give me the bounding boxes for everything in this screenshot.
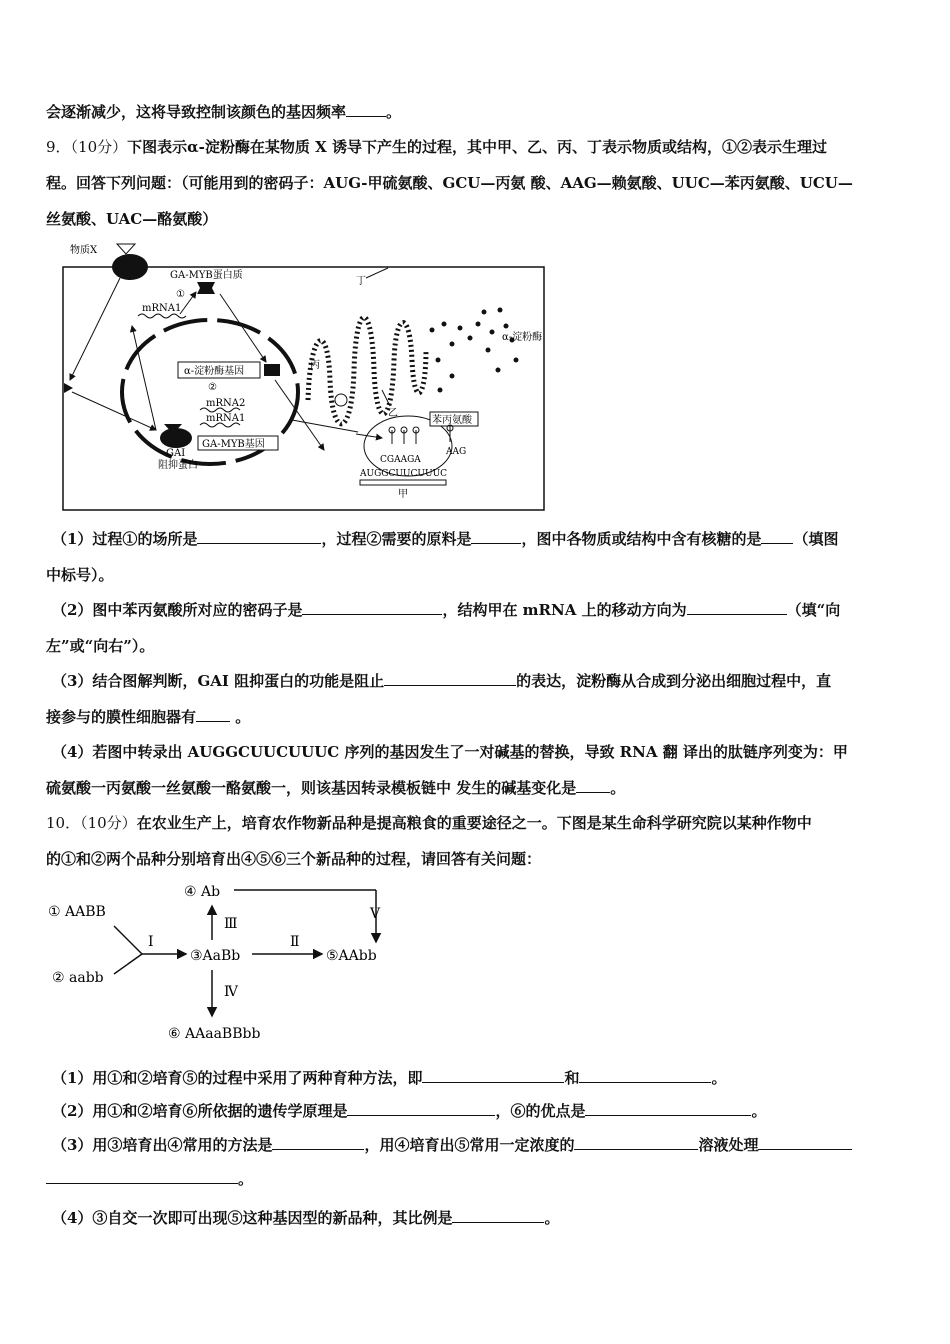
answer-blank[interactable]: [384, 670, 516, 686]
answer-blank[interactable]: [585, 1100, 751, 1116]
q9-sub-3: （3）结合图解判断，GAI 阻抑蛋白的功能是阻止 的表达，淀粉酶从合成到分泌出细胞过程中，直: [52, 672, 832, 690]
q10-stem-line-2: 的①和②两个品种分别培育出④⑤⑥三个新品种的过程，请回答有关问题：: [46, 850, 542, 868]
gene-promoter-icon: [264, 364, 280, 376]
phe-label: 苯丙氨酸: [432, 415, 472, 426]
route-2-label: Ⅱ: [290, 934, 300, 950]
ding-label: 丁: [356, 276, 366, 287]
step-2-label: ②: [208, 382, 217, 393]
breeding-diagram: [44, 876, 404, 1048]
variety-2-label: ② aabb: [52, 970, 104, 986]
q9-sub-1: （1）过程①的场所是 ，过程②需要的原料是 ，图中各物质或结构中含有核糖的是 （填图: [52, 530, 839, 548]
vesicle: [335, 394, 347, 406]
step-1-label: ①: [176, 289, 185, 300]
amylase-particles: [430, 308, 519, 393]
ga-myb-gene-label: GA-MYB基因: [202, 439, 265, 450]
mrna1-strand: [138, 314, 186, 318]
mrna2-label: mRNA2: [206, 398, 246, 409]
answer-blank[interactable]: [272, 1134, 364, 1150]
q10-sub-1: （1）用①和②培育⑤的过程中采用了两种育种方法，即 和 。: [52, 1069, 727, 1087]
mrna-strand: [360, 480, 446, 485]
receptor-icon: [112, 254, 148, 280]
aag-label: AAG: [446, 447, 467, 457]
ga-myb-protein-icon: [197, 282, 215, 294]
repressor-label: 阻抑蛋白: [158, 460, 198, 471]
route-4-label: Ⅳ: [224, 984, 238, 1000]
route-1-label: Ⅰ: [148, 934, 154, 950]
anticodon-label: CGAAGA: [380, 455, 421, 465]
substance-x-icon: [117, 244, 135, 254]
gai-repressor-icon: [160, 428, 192, 448]
answer-blank[interactable]: [347, 1100, 495, 1116]
q10-sub-2: （2）用①和②培育⑥所依据的遗传学原理是 ，⑥的优点是 。: [52, 1102, 767, 1120]
answer-blank[interactable]: [346, 101, 386, 117]
route-3-label: Ⅲ: [224, 916, 238, 932]
answer-blank[interactable]: [471, 528, 521, 544]
endoplasmic-reticulum: [308, 318, 426, 424]
q10-stem-line-1: 10．（10分）在农业生产上，培育农作物新品种是提高粮食的重要途径之一。下图是某生命科学研究院以某种作物中: [46, 814, 812, 832]
q9-sub-4: （4）若图中转录出 AUGGCUUCUUUC 序列的基因发生了一对碱基的替换，导致 RNA 翻 译出的肽链序列变为：甲: [52, 743, 848, 761]
answer-blank[interactable]: [574, 1134, 698, 1150]
mrna-sequence-label: AUGGCUUCUUUC: [360, 469, 448, 479]
q10-sub-3-cont: 。: [46, 1168, 253, 1190]
prev-question-tail: 会逐渐减少，这将导致控制该颜色的基因频率 。: [46, 103, 402, 121]
q10-sub-3: （3）用③培育出④常用的方法是 ，用④培育出⑤常用一定浓度的 溶液处理: [52, 1134, 852, 1156]
variety-4-label: ④ Ab: [184, 884, 221, 900]
answer-blank[interactable]: [579, 1067, 711, 1083]
answer-blank[interactable]: [196, 706, 230, 722]
amylase-gene-label: α-淀粉酶基因: [184, 366, 245, 377]
answer-blank[interactable]: [197, 528, 321, 544]
q9-stem-line-3: 丝氨酸、UAC—酪氨酸）: [46, 210, 218, 228]
q10-sub-4: （4）③自交一次即可出现⑤这种基因型的新品种，其比例是 。: [52, 1209, 560, 1227]
variety-1-label: ① AABB: [48, 904, 106, 920]
jia-label: 甲: [398, 489, 408, 500]
mrna1-top-label: mRNA1: [142, 303, 182, 314]
q9-sub-1-cont: 中标号）。: [46, 566, 114, 584]
q9-sub-4-cont: 硫氨酸一丙氨酸一丝氨酸一酪氨酸一，则该基因转录模板链中 发生的碱基变化是 。: [46, 779, 626, 797]
answer-blank[interactable]: [576, 777, 610, 793]
variety-6-label: ⑥ AAaaBBbb: [168, 1026, 261, 1042]
answer-blank[interactable]: [46, 1168, 238, 1184]
amylase-induction-diagram: [60, 240, 580, 515]
answer-blank[interactable]: [687, 599, 787, 615]
question-number: 10．（10分）: [46, 814, 137, 832]
variety-5-label: ⑤AAbb: [326, 948, 377, 964]
yi-label: 乙: [388, 408, 398, 419]
q9-sub-3-cont: 接参与的膜性细胞器有 。: [46, 708, 251, 726]
answer-blank[interactable]: [758, 1134, 852, 1150]
question-number: 9．（10分）: [46, 138, 128, 156]
answer-blank[interactable]: [422, 1067, 564, 1083]
q9-stem-line-2: 程。回答下列问题：（可能用到的密码子：AUG-甲硫氨酸、GCU—丙氨 酸、AAG—赖氨酸、UUC—苯丙氨酸、UCU—: [46, 174, 853, 192]
cell-membrane: [63, 267, 544, 510]
answer-blank[interactable]: [761, 528, 793, 544]
ga-myb-protein-label: GA-MYB蛋白质: [170, 270, 243, 281]
answer-blank[interactable]: [452, 1207, 544, 1223]
route-5-label: Ⅴ: [370, 906, 381, 922]
variety-3-label: ③AaBb: [190, 948, 241, 964]
gai-label: GAI: [166, 448, 186, 459]
substance-x-label: 物质X: [70, 245, 98, 256]
bing-label: 丙: [310, 360, 320, 371]
amylase-label: α-淀粉酶: [502, 332, 543, 343]
mrna1-mid-label: mRNA1: [206, 413, 246, 424]
q9-sub-2: （2）图中苯丙氨酸所对应的密码子是 ，结构甲在 mRNA 上的移动方向为 （填“向: [52, 601, 841, 619]
q9-stem-line-1: 9．（10分）下图表示α-淀粉酶在某物质 X 诱导下产生的过程，其中甲、乙、丙、丁表示物质或结构，①②表示生理过: [46, 138, 827, 156]
q9-sub-2-cont: 左”或“向右”）。: [46, 637, 155, 655]
answer-blank[interactable]: [302, 599, 442, 615]
